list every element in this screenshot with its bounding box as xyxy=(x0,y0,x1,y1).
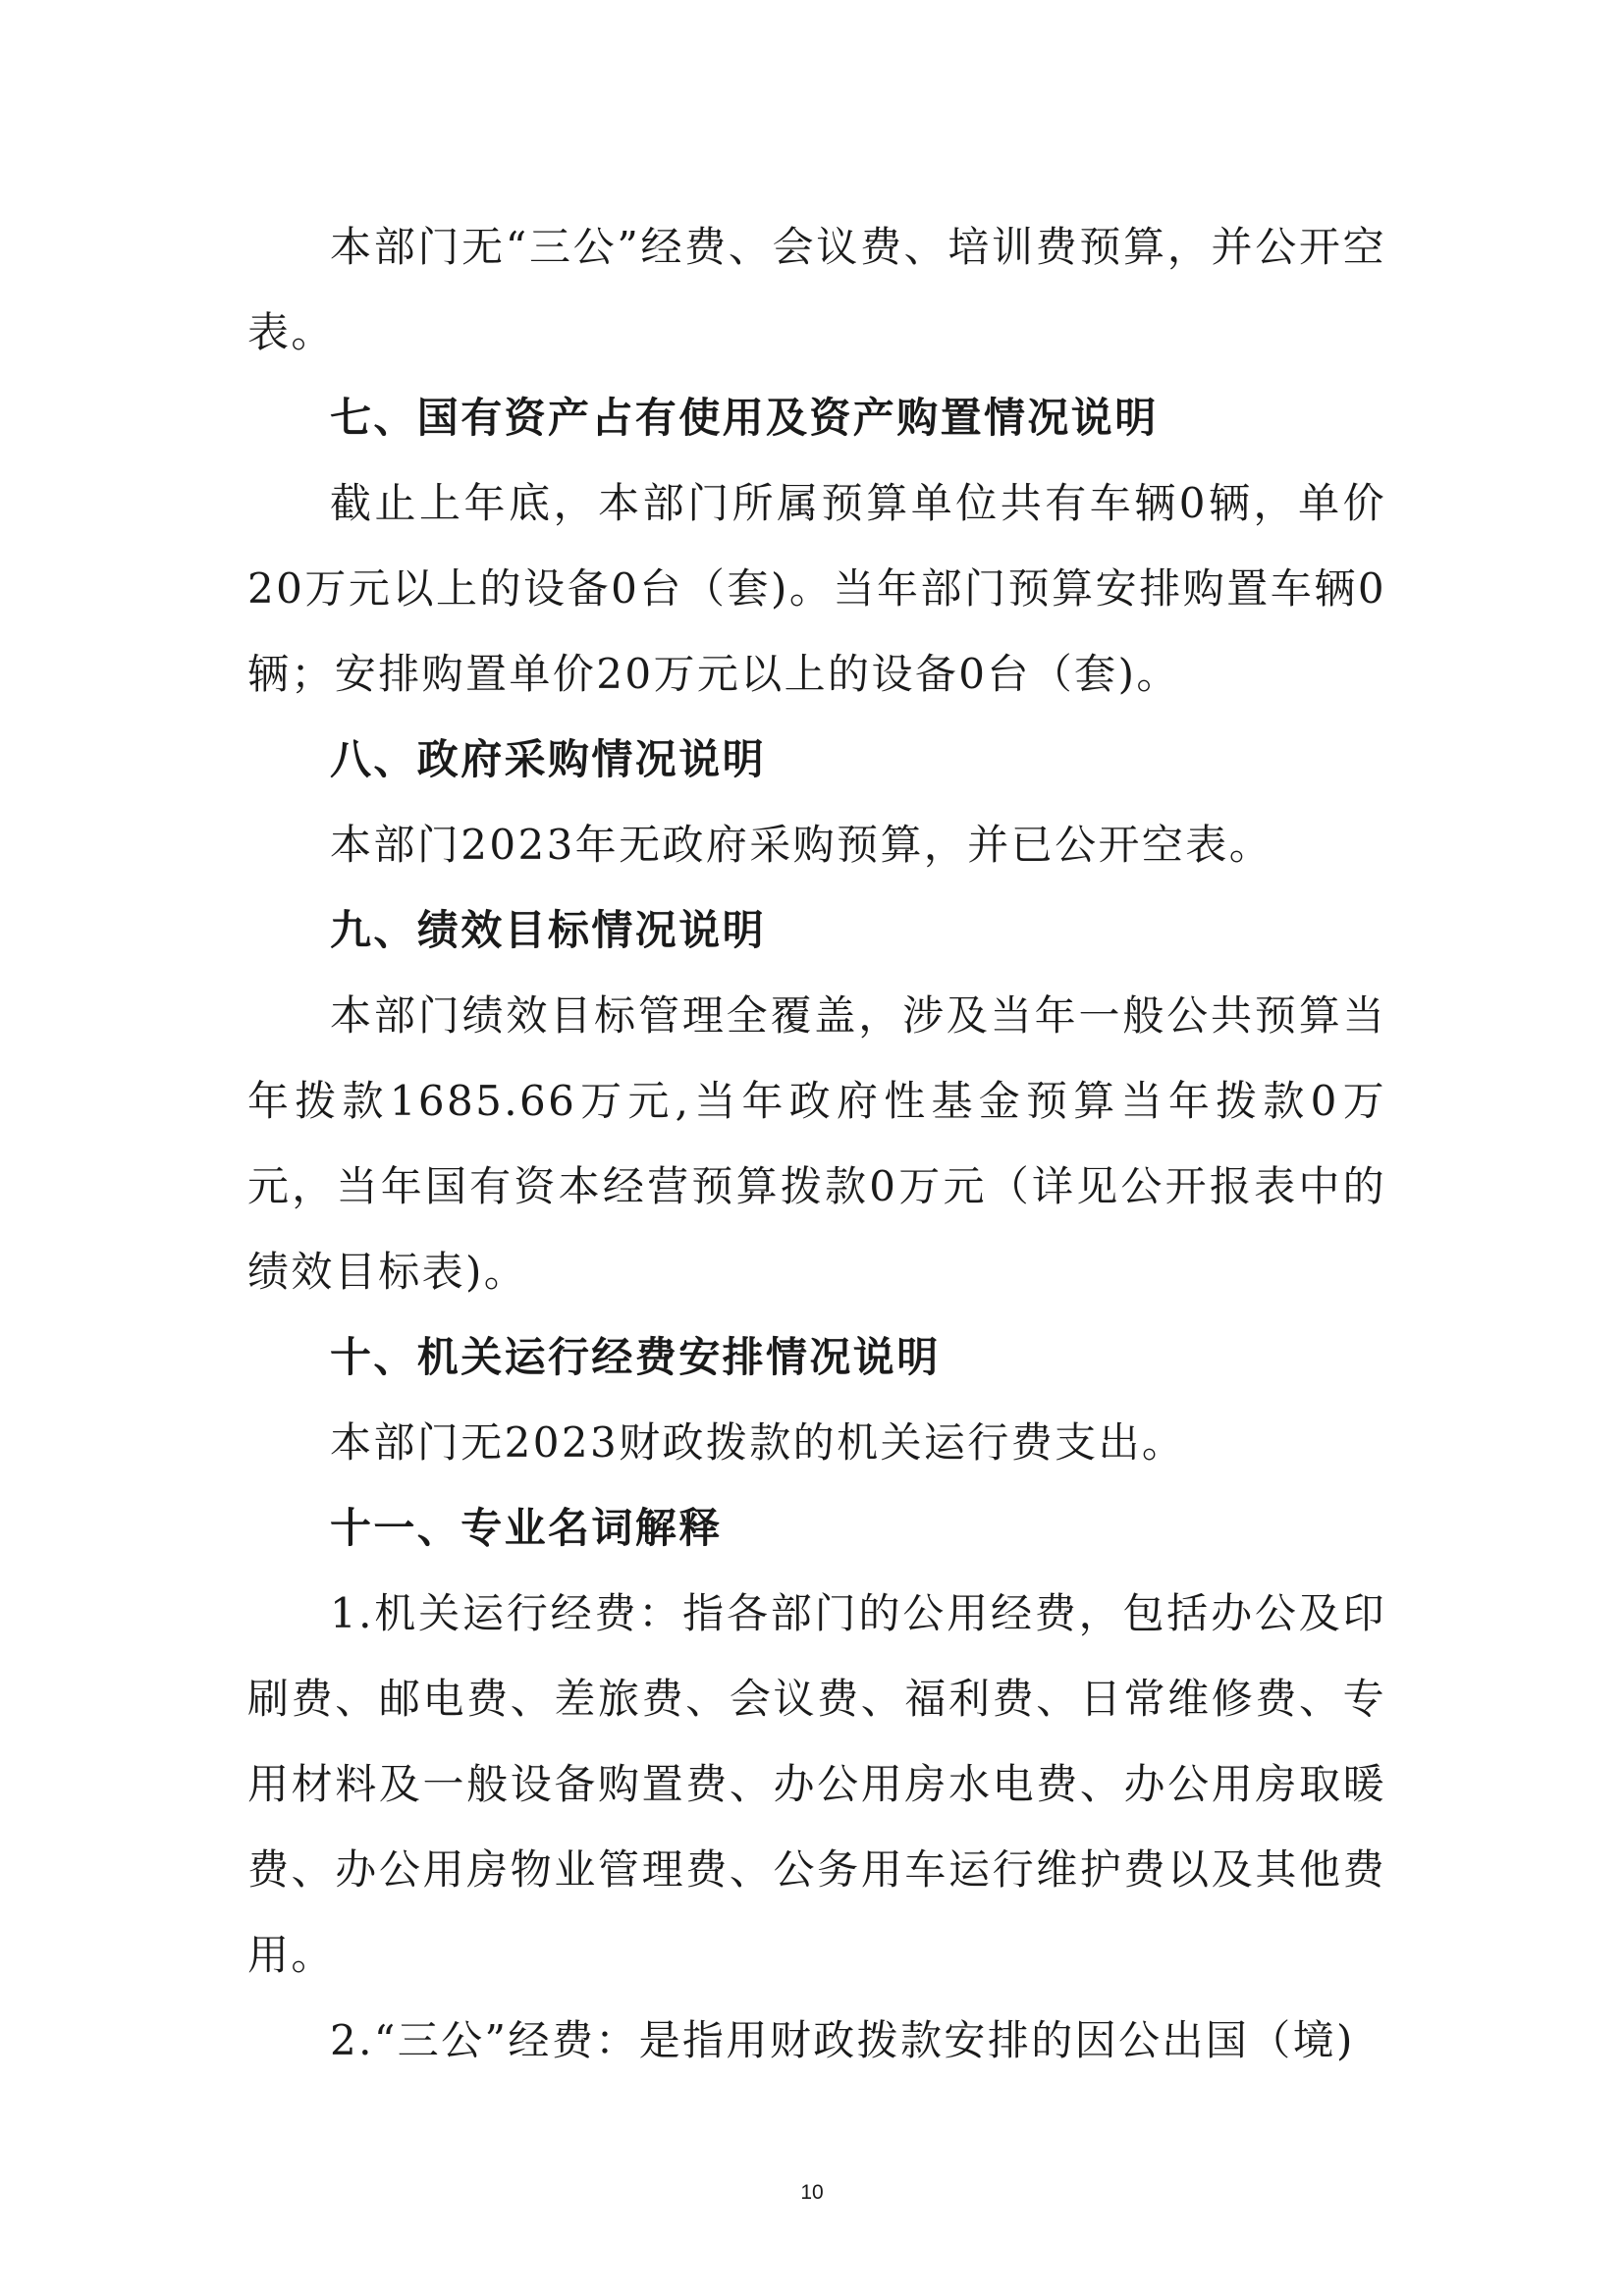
document-body xyxy=(247,204,1386,2083)
glossary-item-operating-funds: 1.机关运行经费：指各部门的公用经费，包括办公及印刷费、邮电费、差旅费、会议费、福利费、日常维修费、专用材料及一般设备购置费、办公用房水电费、办公用房取暖费、办公用房物业管理费、公务用车运行维护费以及其他费用。 xyxy=(247,1589,1386,1979)
glossary-item-three-public-funds: 2.“三公”经费：是指用财政拨款安排的因公出国（境) xyxy=(330,2016,1355,2064)
page-number: 10 xyxy=(800,2181,824,2204)
section-heading-performance-targets: 九、绩效目标情况说明 xyxy=(330,906,767,954)
paragraph-state-assets: 截止上年底，本部门所属预算单位共有车辆0辆，单价20万元以上的设备0台（套)。当年部门预算安排购置车辆0辆；安排购置单价20万元以上的设备0台（套)。 xyxy=(247,479,1386,698)
paragraph-government-procurement: 本部门2023年无政府采购预算，并已公开空表。 xyxy=(330,821,1273,869)
section-heading-glossary: 十一、专业名词解释 xyxy=(330,1504,723,1552)
paragraph-performance-targets: 本部门绩效目标管理全覆盖，涉及当年一般公共预算当年拨款1685.66万元,当年政府性基金预算当年拨款0万元，当年国有资本经营预算拨款0万元（详见公开报表中的绩效目标表)。 xyxy=(247,991,1386,1296)
paragraph-operating-expenses: 本部门无2023财政拨款的机关运行费支出。 xyxy=(330,1418,1186,1467)
section-heading-government-procurement: 八、政府采购情况说明 xyxy=(330,735,767,783)
section-heading-state-assets: 七、国有资产占有使用及资产购置情况说明 xyxy=(330,394,1159,442)
section-heading-operating-expenses: 十、机关运行经费安排情况说明 xyxy=(330,1333,941,1381)
paragraph-three-public-funds-note: 本部门无“三公”经费、会议费、培训费预算，并公开空表。 xyxy=(247,223,1386,356)
